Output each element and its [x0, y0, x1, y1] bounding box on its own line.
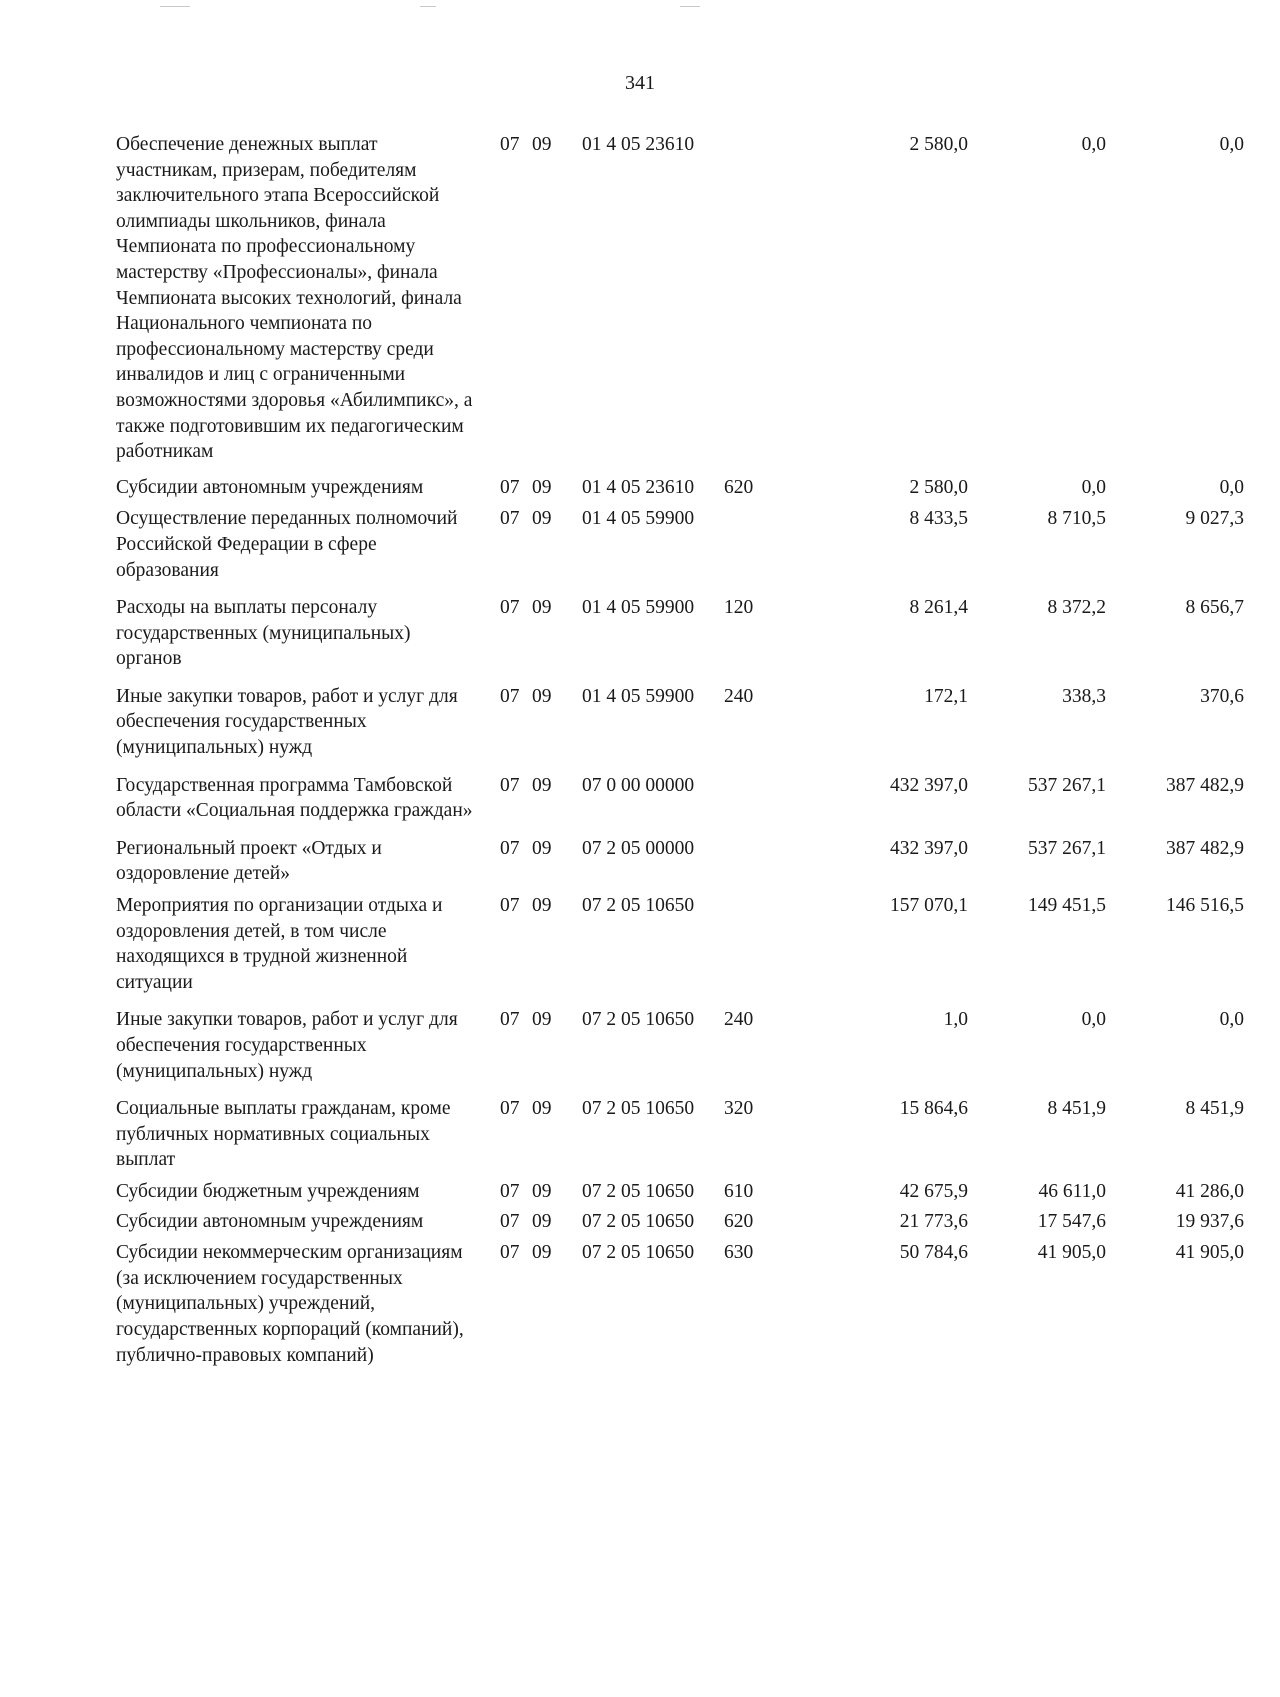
expense-type-code: 320: [724, 1098, 754, 1120]
amount-year-3: 9 027,3: [1185, 508, 1244, 530]
section-code: 07: [500, 895, 520, 917]
expense-type-code: 240: [724, 685, 754, 707]
subsection-code: 09: [532, 597, 552, 619]
amount-year-3: 370,6: [1200, 685, 1244, 707]
amount-year-1: 157 070,1: [890, 895, 968, 917]
row-description: Иные закупки товаров, работ и услуг для обеспечения государственных (муниципальных) нужд: [116, 685, 458, 759]
amount-year-3: 146 516,5: [1166, 895, 1244, 917]
expense-type-code: 120: [724, 597, 754, 619]
amount-year-2: 338,3: [1062, 685, 1106, 707]
amount-year-2: 8 710,5: [1047, 508, 1106, 530]
table-row: [116, 893, 1244, 995]
amount-year-1: 8 261,4: [909, 597, 968, 619]
amount-year-2: 537 267,1: [1028, 837, 1106, 859]
amount-year-2: 0,0: [1081, 476, 1106, 498]
section-code: 07: [500, 1210, 520, 1232]
row-description: Государственная программа Тамбовской области «Социальная поддержка граждан»: [116, 774, 473, 822]
table-row: [116, 684, 1244, 761]
target-article-code: 07 0 00 00000: [582, 774, 695, 796]
section-code: 07: [500, 476, 520, 498]
row-description: Субсидии некоммерческим организациям (за исключением государственных (муниципальных) учреждений, государственных корпораций (компаний), публично-правовых компаний): [116, 1242, 464, 1366]
amount-year-3: 8 451,9: [1185, 1098, 1244, 1120]
section-code: 07: [500, 508, 520, 530]
amount-year-1: 432 397,0: [890, 837, 968, 859]
table-row: [116, 132, 1244, 465]
section-code: 07: [500, 134, 520, 155]
amount-year-1: 42 675,9: [899, 1180, 968, 1202]
subsection-code: 09: [532, 1210, 552, 1232]
subsection-code: 09: [532, 508, 552, 530]
row-description: Расходы на выплаты персоналу государственных (муниципальных) органов: [116, 597, 411, 670]
row-description: Социальные выплаты гражданам, кроме публичных нормативных социальных выплат: [116, 1098, 451, 1171]
amount-year-3: 387 482,9: [1166, 774, 1244, 796]
section-code: 07: [500, 1009, 520, 1031]
table-row: [116, 1007, 1244, 1084]
section-code: 07: [500, 597, 520, 619]
amount-year-2: 8 372,2: [1047, 597, 1106, 619]
amount-year-3: 0,0: [1219, 134, 1244, 155]
amount-year-1: 15 864,6: [899, 1098, 968, 1120]
target-article-code: 07 2 05 10650: [582, 1180, 695, 1202]
expense-type-code: 630: [724, 1242, 754, 1264]
subsection-code: 09: [532, 1098, 552, 1120]
subsection-code: 09: [532, 1009, 552, 1031]
amount-year-3: 0,0: [1219, 476, 1244, 498]
target-article-code: 07 2 05 10650: [582, 1210, 695, 1232]
budget-table: [116, 132, 1244, 1368]
section-code: 07: [500, 1242, 520, 1264]
target-article-code: 07 2 05 10650: [582, 1009, 695, 1031]
target-article-code: 07 2 05 10650: [582, 1098, 695, 1120]
expense-type-code: 240: [724, 1009, 754, 1031]
amount-year-2: 537 267,1: [1028, 774, 1106, 796]
page-number: 341: [625, 72, 655, 94]
row-description: Иные закупки товаров, работ и услуг для обеспечения государственных (муниципальных) нужд: [116, 1009, 458, 1082]
amount-year-1: 2 580,0: [909, 134, 968, 155]
amount-year-3: 8 656,7: [1185, 597, 1244, 619]
subsection-code: 09: [532, 1180, 552, 1202]
amount-year-3: 0,0: [1219, 1009, 1244, 1031]
amount-year-3: 41 905,0: [1175, 1242, 1244, 1264]
amount-year-1: 1,0: [943, 1009, 968, 1031]
table-row: [116, 1179, 1244, 1205]
table-row: [116, 1240, 1244, 1368]
expense-type-code: 620: [724, 1210, 754, 1232]
amount-year-2: 149 451,5: [1028, 895, 1106, 917]
amount-year-3: 387 482,9: [1166, 837, 1244, 859]
section-code: 07: [500, 1098, 520, 1120]
expense-type-code: 620: [724, 476, 754, 498]
amount-year-3: 19 937,6: [1175, 1210, 1244, 1232]
amount-year-2: 46 611,0: [1038, 1180, 1106, 1202]
row-description: Обеспечение денежных выплат участникам, призерам, победителям заключительного этапа Всероссийской олимпиады школьников, финала Чемпионата по профессиональному мастерству «Профессионалы», финала Чемпионата высоких технологий, финала Национального чемпионата по профессиональному мастерству среди инвалидов и лиц с ограниченными возможностями здоровья «Абилимпикс», а также подготовившим их педагогическим работникам: [116, 134, 473, 463]
table-row: [116, 475, 1244, 501]
amount-year-1: 8 433,5: [909, 508, 968, 530]
subsection-code: 09: [532, 895, 552, 917]
amount-year-1: 21 773,6: [899, 1210, 968, 1232]
table-row: [116, 773, 1244, 824]
table-row: [116, 836, 1244, 887]
expense-type-code: 610: [724, 1180, 754, 1202]
target-article-code: 07 2 05 00000: [582, 837, 695, 859]
target-article-code: 01 4 05 23610: [582, 134, 695, 155]
subsection-code: 09: [532, 134, 552, 155]
amount-year-1: 2 580,0: [909, 476, 968, 498]
subsection-code: 09: [532, 1242, 552, 1264]
table-row: [116, 595, 1244, 672]
section-code: 07: [500, 837, 520, 859]
target-article-code: 01 4 05 59900: [582, 508, 695, 530]
subsection-code: 09: [532, 837, 552, 859]
target-article-code: 01 4 05 23610: [582, 476, 695, 498]
row-description: Субсидии автономным учреждениям: [116, 476, 424, 498]
amount-year-2: 41 905,0: [1037, 1242, 1106, 1264]
section-code: 07: [500, 774, 520, 796]
amount-year-2: 8 451,9: [1047, 1098, 1106, 1120]
amount-year-3: 41 286,0: [1175, 1180, 1244, 1202]
scan-artifact: [160, 6, 190, 7]
target-article-code: 07 2 05 10650: [582, 895, 695, 917]
row-description: Субсидии бюджетным учреждениям: [116, 1180, 420, 1202]
amount-year-1: 172,1: [924, 685, 968, 707]
subsection-code: 09: [532, 476, 552, 498]
amount-year-2: 0,0: [1081, 1009, 1106, 1031]
scan-artifact: [420, 6, 436, 7]
amount-year-2: 0,0: [1081, 134, 1106, 155]
table-row: [116, 506, 1244, 583]
subsection-code: 09: [532, 774, 552, 796]
target-article-code: 01 4 05 59900: [582, 597, 695, 619]
amount-year-1: 50 784,6: [899, 1242, 968, 1264]
row-description: Осуществление переданных полномочий Российской Федерации в сфере образования: [116, 508, 458, 581]
table-row: [116, 1209, 1244, 1235]
section-code: 07: [500, 1180, 520, 1202]
row-description: Региональный проект «Отдых и оздоровление детей»: [116, 837, 382, 885]
amount-year-2: 17 547,6: [1037, 1210, 1106, 1232]
row-description: Мероприятия по организации отдыха и оздоровления детей, в том числе находящихся в трудной жизненной ситуации: [116, 895, 443, 993]
row-description: Субсидии автономным учреждениям: [116, 1210, 424, 1232]
target-article-code: 07 2 05 10650: [582, 1242, 695, 1264]
section-code: 07: [500, 685, 520, 707]
scan-artifact: [680, 6, 700, 7]
amount-year-1: 432 397,0: [890, 774, 968, 796]
target-article-code: 01 4 05 59900: [582, 685, 695, 707]
subsection-code: 09: [532, 685, 552, 707]
table-row: [116, 1096, 1244, 1173]
